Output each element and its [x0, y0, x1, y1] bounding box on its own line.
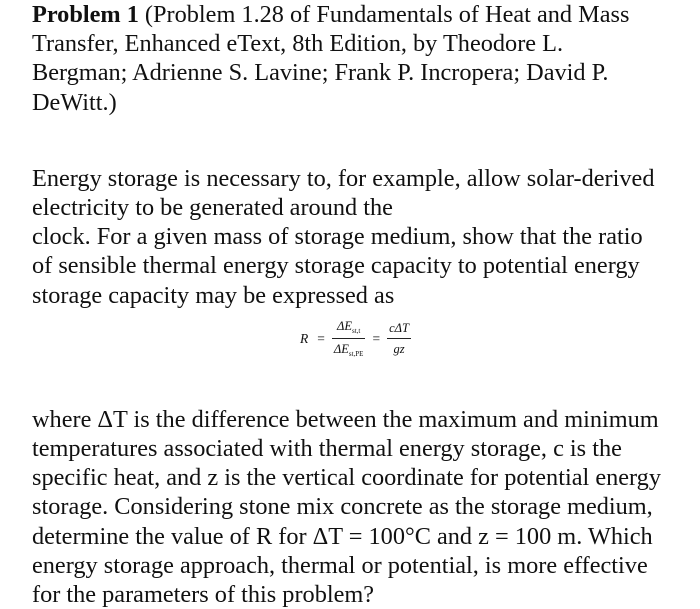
equation-body [300, 320, 413, 358]
statement-line: storage capacity may be expressed as [32, 281, 395, 309]
denominator-symbol: ΔE [333, 341, 349, 356]
equals-sign: = [372, 331, 381, 347]
ratio-equation [32, 312, 692, 374]
fraction-numerator [335, 320, 362, 338]
heading-line-1 [32, 0, 692, 29]
statement-line: of sensible thermal energy storage capacity to potential energy [32, 252, 640, 280]
result-denominator: gz [393, 341, 405, 356]
denominator-subscript: st,PE [348, 349, 364, 358]
definition-line: for the parameters of this problem? [32, 581, 375, 609]
numerator-subscript: st,t [351, 326, 361, 335]
fraction-denominator [332, 339, 366, 358]
result-numerator: cΔT [389, 321, 409, 336]
result-fraction [387, 322, 411, 355]
definition-line: storage. Considering stone mix concrete as the storage medium, [32, 493, 653, 521]
numerator-symbol: ΔE [336, 318, 352, 333]
definition-line: determine the value of R for ΔT = 100°C and z = 100 m. Which [32, 522, 653, 550]
problem-heading [32, 0, 692, 117]
definitions-paragraph [32, 405, 692, 609]
definition-line: temperatures associated with thermal energy storage, c is the [32, 435, 622, 463]
statement-line: clock. For a given mass of storage medium, show that the ratio [32, 223, 643, 251]
energy-ratio-fraction [332, 320, 366, 358]
definition-line: where ΔT is the difference between the maximum and minimum [32, 405, 659, 433]
heading-line-3: Bergman; Adrienne S. Lavine; Frank P. Incropera; David P. [32, 59, 609, 87]
equation-lhs: R [300, 331, 309, 347]
definition-line: energy storage approach, thermal or potential, is more effective [32, 551, 648, 579]
equals-sign: = [317, 331, 325, 347]
statement-line: Energy storage is necessary to, for example, allow solar-derived [32, 164, 655, 192]
heading-line-2: Transfer, Enhanced eText, 8th Edition, by Theodore L. [32, 30, 564, 58]
heading-line-4: DeWitt.) [32, 88, 117, 116]
problem-document [32, 0, 692, 609]
problem-statement [32, 164, 692, 310]
statement-line: electricity to be generated around the [32, 194, 393, 222]
definition-line: specific heat, and z is the vertical coordinate for potential energy [32, 464, 661, 492]
heading-text: (Problem 1.28 of Fundamentals of Heat and Mass [138, 1, 630, 28]
problem-label: Problem 1 [32, 1, 139, 28]
